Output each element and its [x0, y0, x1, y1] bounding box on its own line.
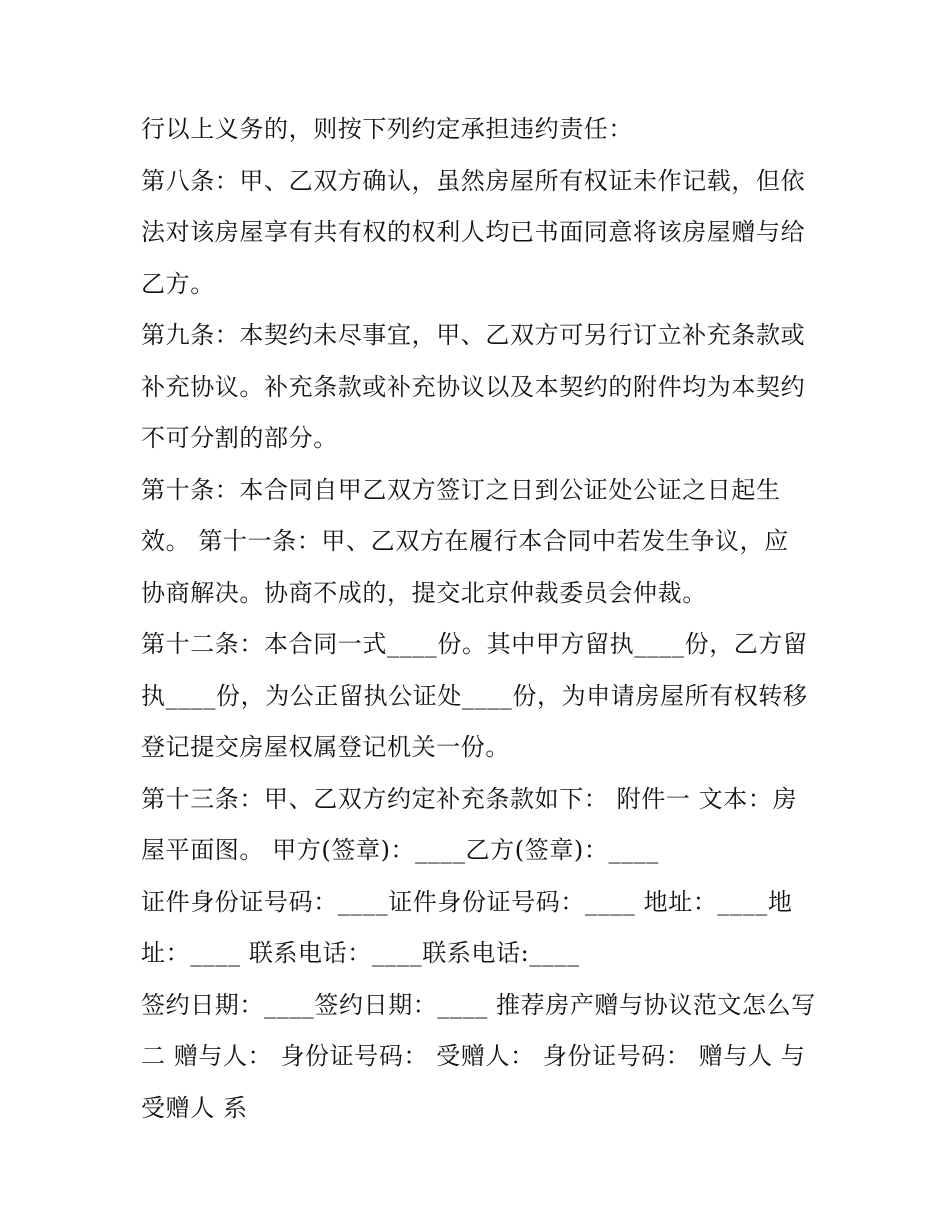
text-line: 二 赠与人： 身份证号码： 受赠人： 身份证号码： 赠与人 与 — [141, 1042, 806, 1070]
text-line: 第十条：本合同自甲乙双方签订之日到公证处公证之日起生 — [141, 475, 781, 504]
text-line: 法对该房屋享有共有权的权利人均已书面同意将该房屋赠与给 — [141, 218, 806, 246]
text-line: 协商解决。协商不成的，提交北京仲裁委员会仲裁。 — [141, 578, 707, 607]
text-line: 行以上义务的，则按下列约定承担违约责任： — [141, 115, 633, 143]
text-line: 乙方。 — [141, 269, 215, 298]
text-line: 址：____ 联系电话：____联系电话:____ — [141, 939, 580, 967]
text-line: 登记提交房屋权属登记机关一份。 — [141, 733, 510, 761]
text-line: 签约日期：____签约日期：____ 推荐房产赠与协议范文怎么写 — [141, 990, 816, 1019]
text-line: 效。 第十一条：甲、乙双方在履行本合同中若发生争议，应 — [141, 527, 789, 555]
text-line: 证件身份证号码：____证件身份证号码：____ 地址：____地 — [141, 887, 793, 916]
text-line: 受赠人 系 — [141, 1093, 248, 1122]
text-line: 第八条：甲、乙双方确认，虽然房屋所有权证未作记载，但依 — [141, 166, 806, 195]
text-line: 补充协议。补充条款或补充协议以及本契约的附件均为本契约 — [141, 372, 806, 401]
text-line: 第十三条：甲、乙双方约定补充条款如下： 附件一 文本：房 — [141, 784, 798, 813]
text-line: 屋平面图。 甲方(签章)：____乙方(签章)：____ — [141, 836, 659, 864]
text-line: 第十二条：本合同一式____份。其中甲方留执____份，乙方留 — [141, 630, 808, 658]
text-line: 执____份，为公正留执公证处____份，为申请房屋所有权转移 — [141, 681, 808, 710]
document-body — [141, 104, 821, 1134]
text-line: 不可分割的部分。 — [141, 424, 338, 452]
text-line: 第九条：本契约未尽事宜，甲、乙双方可另行订立补充条款或 — [141, 321, 806, 349]
